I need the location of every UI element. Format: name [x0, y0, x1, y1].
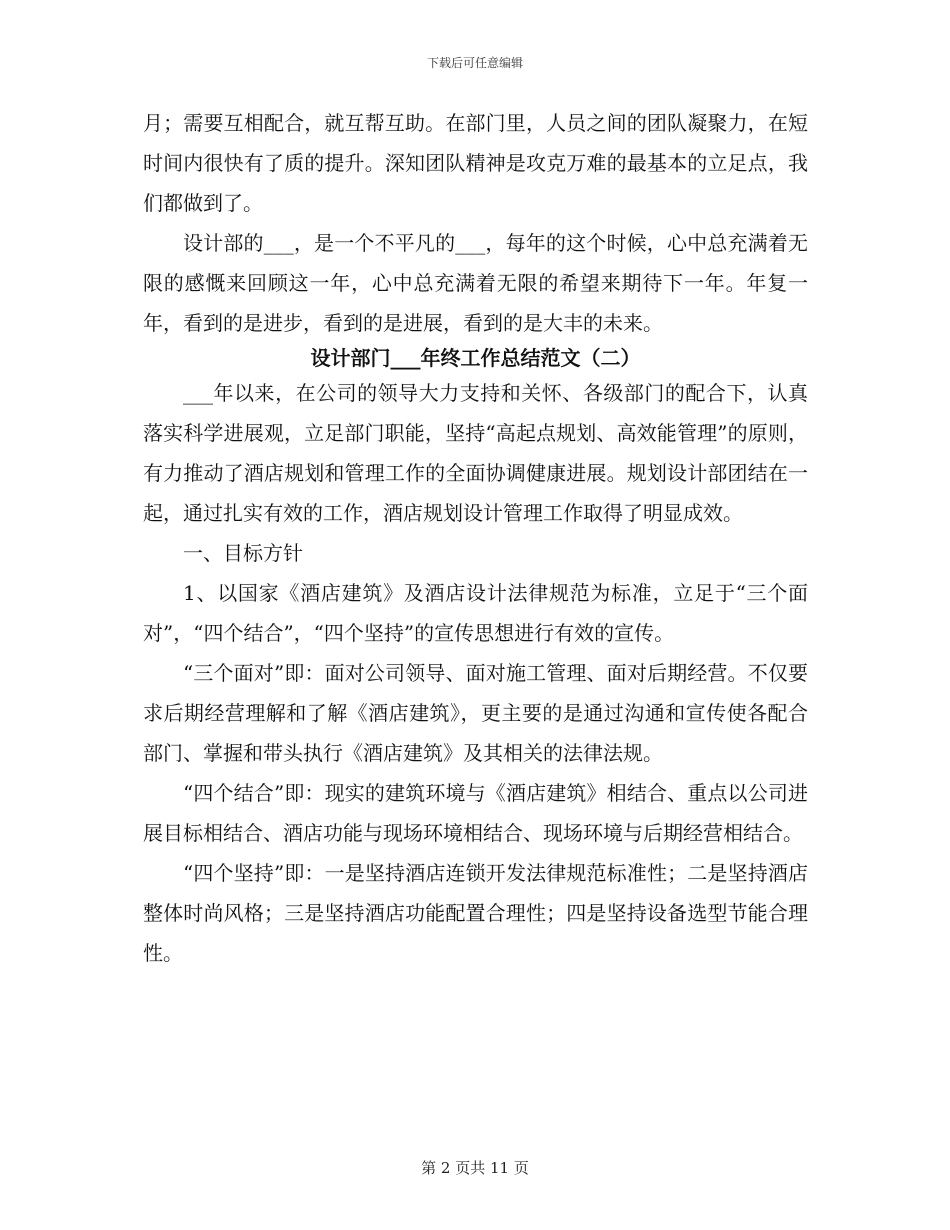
heading-target-policy: 一、目标方针 — [183, 541, 303, 565]
section-title: 设计部门___年终工作总结范文（二） — [310, 346, 641, 370]
paragraph-3: ___年以来，在公司的领导大力支持和关怀、各级部门的配合下，认真落实科学进展观，立足部门职能，坚持“高起点规划、高效能管理”的原则，有力推动了酒店规划和管理工作的全面协调健康进展。规划设计部团结在一起，通过扎实有效的工作，酒店规划设计管理工作取得了明显成效。 — [143, 381, 808, 525]
page-number: 第 2 页共 11 页 — [421, 1159, 529, 1177]
paragraph-1: 月；需要互相配合，就互帮互助。在部门里，人员之间的团队凝聚力，在短时间内很快有了质的提升。深知团队精神是攻克万难的最基本的立足点，我们都做到了。 — [143, 111, 808, 215]
header-note: 下载后可任意编辑 — [426, 56, 523, 70]
paragraph-7: “四个结合”即：现实的建筑环境与《酒店建筑》相结合、重点以公司进展目标相结合、酒店功能与现场环境相结合、现场环境与后期经营相结合。 — [143, 781, 808, 845]
paragraph-2: 设计部的___，是一个不平凡的___，每年的这个时候，心中总充满着无限的感慨来回顾这一年，心中总充满着无限的希望来期待下一年。年复一年，看到的是进步，看到的是进展，看到的是大丰的未来。 — [143, 231, 808, 335]
document-body — [143, 103, 808, 973]
paragraph-5: 1、以国家《酒店建筑》及酒店设计法律规范为标准，立足于“三个面对”，“四个结合”，“四个坚持”的宣传思想进行有效的宣传。 — [143, 581, 808, 645]
paragraph-6: “三个面对”即：面对公司领导、面对施工管理、面对后期经营。不仅要求后期经营理解和了解《酒店建筑》，更主要的是通过沟通和宣传使各配合部门、掌握和带头执行《酒店建筑》及其相关的法律法规。 — [143, 661, 808, 765]
paragraph-8: “四个坚持”即：一是坚持酒店连锁开发法律规范标准性；二是坚持酒店整体时尚风格；三是坚持酒店功能配置合理性；四是坚持设备选型节能合理性。 — [143, 861, 808, 965]
